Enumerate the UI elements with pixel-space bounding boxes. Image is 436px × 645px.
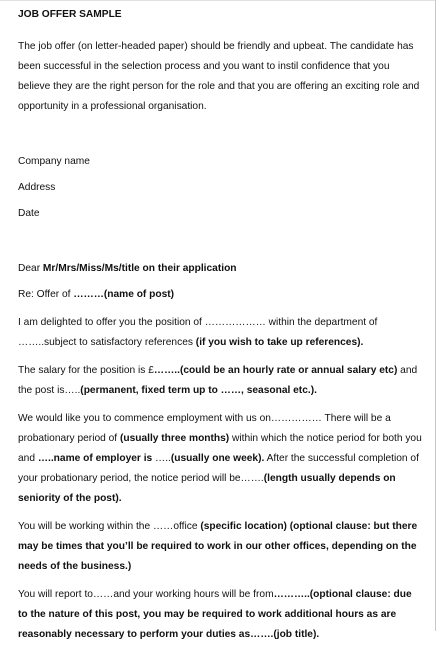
- commencement-paragraph: We would like you to commence employment with us on…………… There will be a probationary period of (usually three months) within which the notice period for both you and …..name of employer is …..(usually one week). After the successful completion of your probationary period, the notice period will be…….(length usually depends on seniority of the post).: [18, 413, 422, 504]
- top-border: [0, 0, 436, 1]
- date-line: Date: [18, 208, 40, 219]
- reporting-paragraph: You will report to……and your working hours will be from………..(optional clause: due to the nature of this post, you may be required to work additional hours as are reasonably necessary to perform your duties as…….(job title).: [18, 589, 412, 640]
- company-name-line: Company name: [18, 156, 90, 167]
- document-title: JOB OFFER SAMPLE: [18, 9, 122, 20]
- salary-paragraph: The salary for the position is £……..(could be an hourly rate or annual salary etc) and the post is…..(permanent, fixed term up to ……, seasonal etc.).: [18, 365, 418, 396]
- location-paragraph: You will be working within the ……office (specific location) (optional clause: but there may be times that you’ll be required to work in our other offices, depending on the needs of the business.): [18, 521, 418, 572]
- position-paragraph: I am delighted to offer you the position of ……………… within the department of ……..subject to satisfactory references (if you wish to take up references).: [18, 317, 378, 348]
- salutation: Dear Mr/Mrs/Miss/Ms/title on their application: [18, 263, 237, 274]
- subject-line: Re: Offer of ………(name of post): [18, 289, 175, 300]
- address-line: Address: [18, 182, 56, 193]
- intro-paragraph: The job offer (on letter-headed paper) should be friendly and upbeat. The candidate has been successful in the selection process and you want to instil confidence that you believe they are the right person for the role and that you are offering an exciting role and opportunity in a professional organisation.: [18, 41, 420, 112]
